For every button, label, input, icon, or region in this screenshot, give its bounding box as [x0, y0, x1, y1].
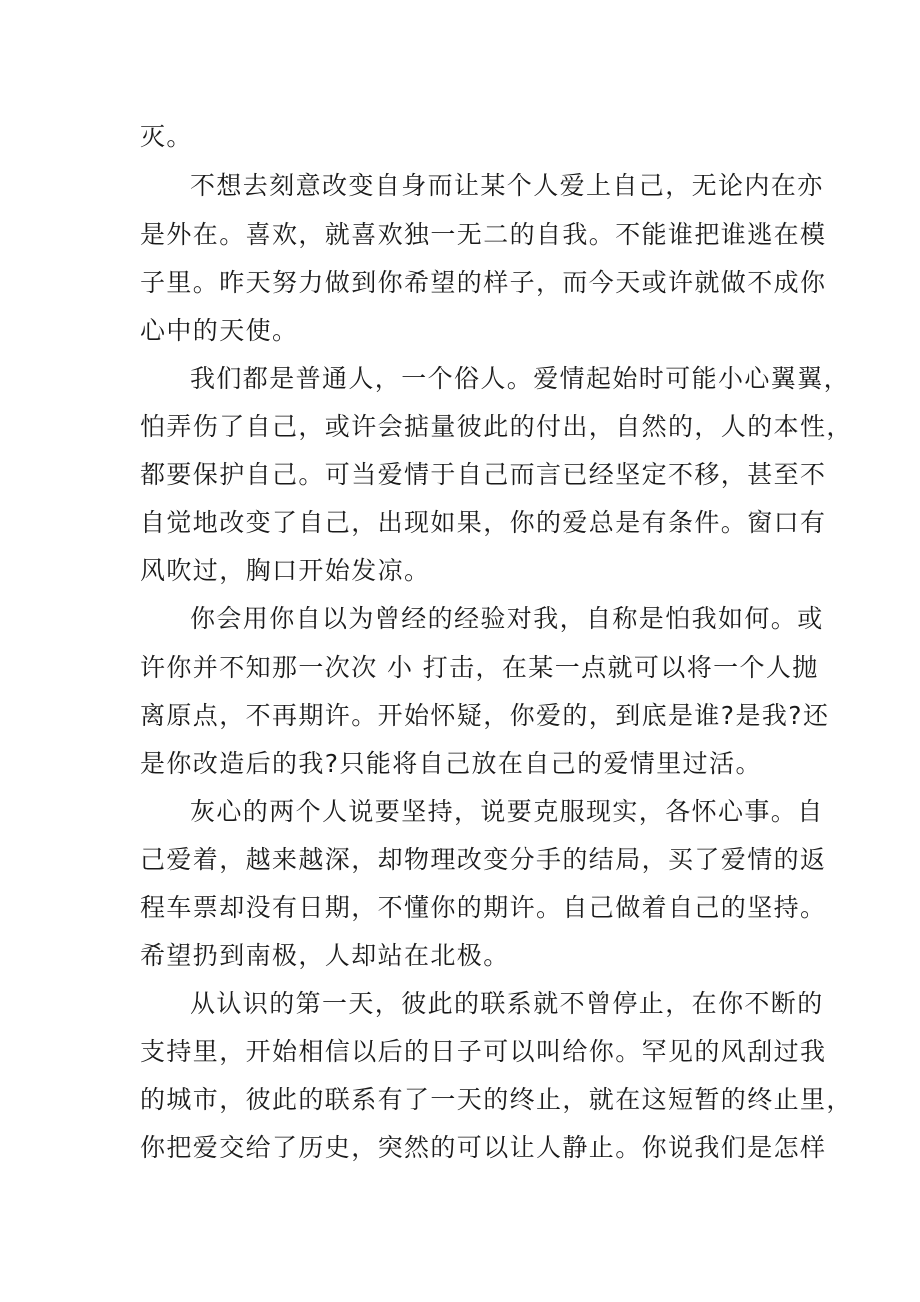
text-line: 是外在。喜欢，就喜欢独一无二的自我。不能谁把谁逃在模	[140, 220, 827, 249]
text-line: 你会用你自以为曾经的经验对我，自称是怕我如何。或	[190, 604, 824, 633]
text-line: 的城市，彼此的联系有了一天的终止，就在这短暂的终止里，	[140, 1085, 853, 1114]
text-line: 我们都是普通人，一个俗人。爱情起始时可能小心翼翼，	[190, 364, 851, 393]
text-line: 怕弄伤了自己，或许会掂量彼此的付出，自然的，人的本性，	[140, 412, 853, 441]
text-line: 灭。	[140, 122, 193, 151]
text-line: 自觉地改变了自己，出现如果，你的爱总是有条件。窗口有	[140, 508, 827, 537]
text-line: 风吹过，胸口开始发凉。	[140, 556, 431, 585]
text-line: 心中的天使。	[140, 316, 299, 345]
text-line: 子里。昨天努力做到你希望的样子，而今天或许就做不成你	[140, 268, 827, 297]
text-line: 不想去刻意改变自身而让某个人爱上自己，无论内在亦	[190, 171, 824, 200]
text-line: 支持里，开始相信以后的日子可以叫给你。罕见的风刮过我	[140, 1037, 827, 1066]
text-line: 许你并不知那一次次 小 打击，在某一点就可以将一个人抛	[140, 653, 819, 682]
text-line: 灰心的两个人说要坚持，说要克服现实，各怀心事。自	[190, 797, 824, 826]
text-line: 都要保护自己。可当爱情于自己而言已经坚定不移，甚至不	[140, 460, 827, 489]
text-line: 离原点，不再期许。开始怀疑，你爱的，到底是谁?是我?还	[140, 701, 830, 730]
text-line: 从认识的第一天，彼此的联系就不曾停止，在你不断的	[190, 989, 824, 1018]
text-line: 你把爱交给了历史，突然的可以让人静止。你说我们是怎样	[140, 1133, 827, 1162]
text-line: 程车票却没有日期，不懂你的期许。自己做着自己的坚持。	[140, 893, 827, 922]
text-line: 是你改造后的我?只能将自己放在自己的爱情里过活。	[140, 749, 762, 778]
text-line: 己爱着，越来越深，却物理改变分手的结局，买了爱情的返	[140, 845, 827, 874]
text-line: 希望扔到南极，人却站在北极。	[140, 941, 510, 970]
